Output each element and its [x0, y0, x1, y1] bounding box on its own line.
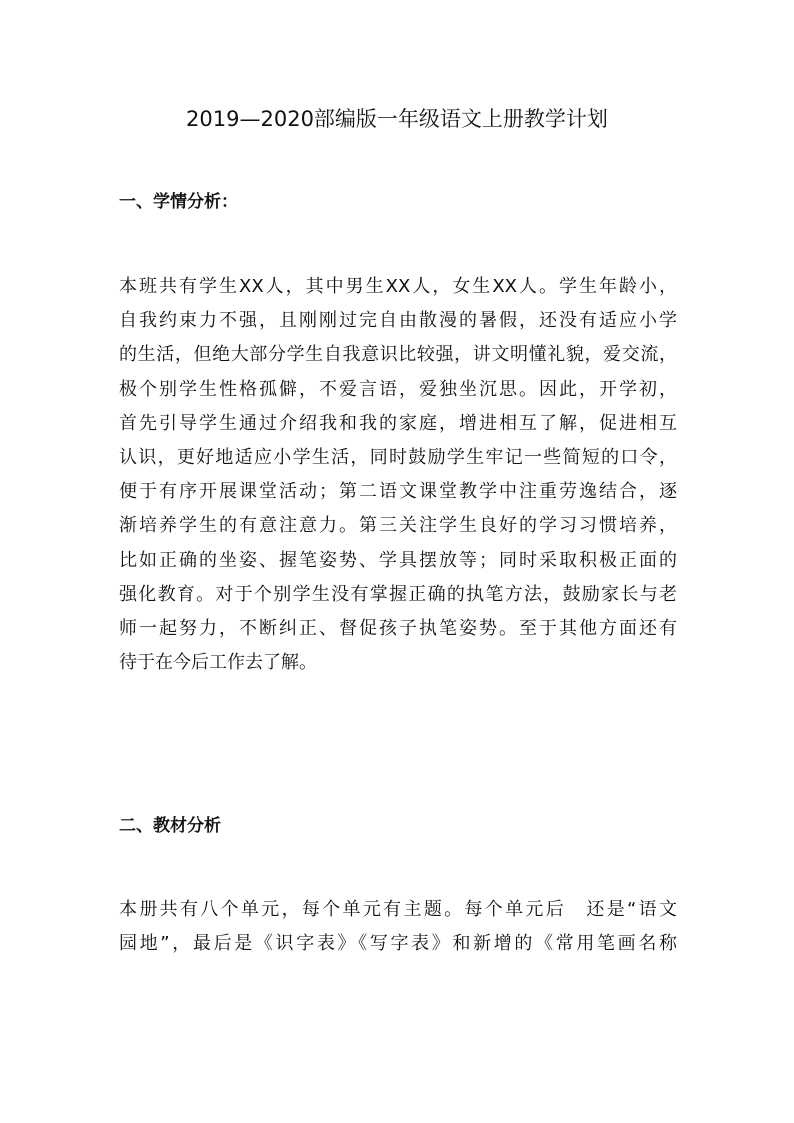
section-heading-student-analysis: 一、学情分析：	[119, 192, 238, 212]
paragraph-line: 首先引导学生通过介绍我和我的家庭，增进相互了解，促进相互	[119, 412, 677, 434]
paragraph-textbook-analysis	[119, 893, 677, 961]
paragraph-line: 比如正确的坐姿、握笔姿势、学具摆放等；同时采取积极正面的	[119, 549, 677, 571]
paragraph-line: 强化教育。对于个别学生没有掌握正确的执笔方法，鼓励家长与老	[119, 583, 677, 605]
paragraph-line: 待于在今后工作去了解。	[119, 652, 317, 674]
paragraph-line: 园地”，最后是《识字表》《写字表》和新增的《常用笔画名称	[119, 933, 677, 955]
paragraph-line: 本册共有八个单元，每个单元有主题。每个单元后 还是“语文	[119, 899, 677, 920]
paragraph-line: 极个别学生性格孤僻，不爱言语，爱独坐沉思。因此，开学初，	[119, 378, 677, 400]
paragraph-student-analysis	[119, 270, 677, 680]
document-title: 2019—2020部编版一年级语文上册教学计划	[186, 107, 608, 131]
section-heading-textbook-analysis: 二、教材分析	[119, 816, 221, 836]
paragraph-line: 便于有序开展课堂活动；第二语文课堂教学中注重劳逸结合，逐	[119, 481, 677, 503]
paragraph-line: 渐培养学生的有意注意力。第三关注学生良好的学习习惯培养，	[119, 515, 677, 537]
paragraph-line: 自我约束力不强，且刚刚过完自由散漫的暑假，还没有适应小学	[119, 310, 677, 332]
paragraph-line: 的生活，但绝大部分学生自我意识比较强，讲文明懂礼貌，爱交流，	[119, 344, 677, 366]
paragraph-line: 师一起努力，不断纠正、督促孩子执笔姿势。至于其他方面还有	[119, 617, 677, 639]
paragraph-line: 本班共有学生XX人，其中男生XX人，女生XX人。学生年龄小，	[119, 276, 677, 297]
paragraph-line: 认识，更好地适应小学生活，同时鼓励学生牢记一些简短的口令，	[119, 446, 677, 468]
